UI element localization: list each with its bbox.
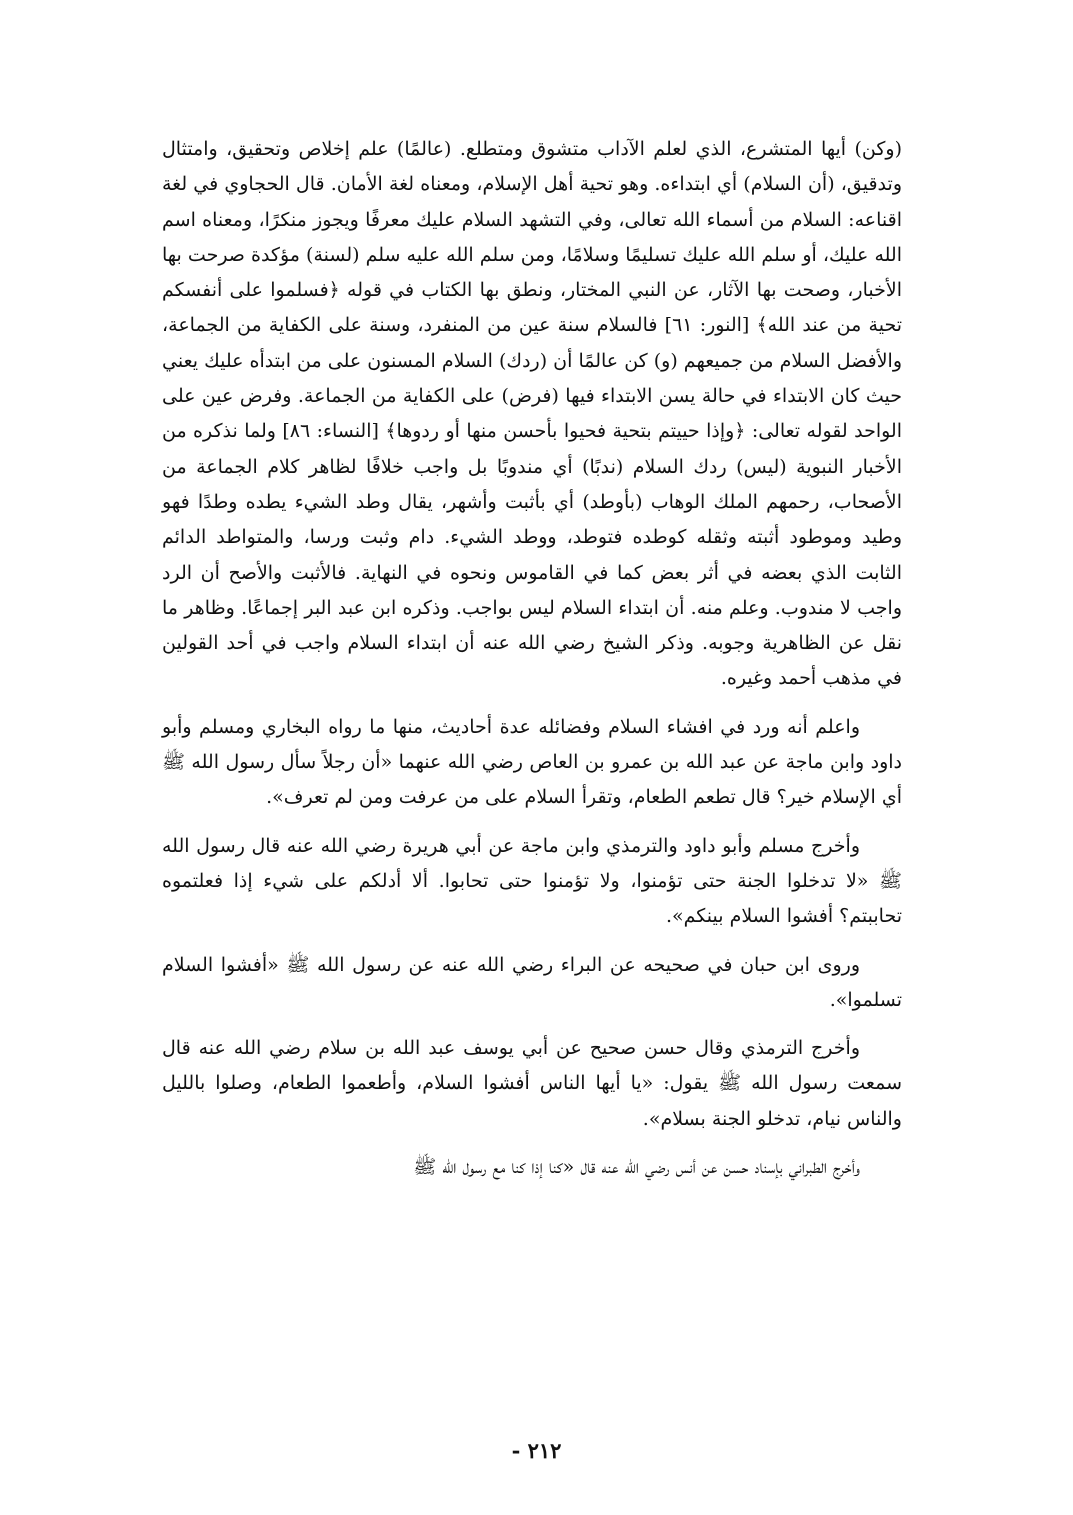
paragraph-gap bbox=[162, 1137, 902, 1150]
paragraph-gap bbox=[162, 697, 902, 710]
page-number-value: ٢١٢ bbox=[527, 1438, 562, 1463]
paragraph-6: وأخرج الطبراني بإسناد حسن عن أنس رضي الله عنه قال «كنا إذا كنا مع رسول الله ﷺ bbox=[413, 1156, 860, 1179]
paragraph-3: وأخرج مسلم وأبو داود والترمذي وابن ماجة عن أبي هريرة رضي الله عنه قال رسول الله ﷺ «لا تدخلوا الجنة حتى تؤمنوا، ولا تؤمنوا حتى تحابوا. ألا أدلكم على شيء إذا فعلتموه تحاببتم؟ أفشوا السلام بينكم». bbox=[162, 834, 902, 928]
paragraph-gap bbox=[162, 816, 902, 829]
paragraph-gap bbox=[162, 1018, 902, 1031]
paragraph-4: وروى ابن حبان في صحيحه عن البراء رضي الله عنه عن رسول الله ﷺ «أفشوا السلام تسلموا». bbox=[162, 953, 902, 1011]
page-body bbox=[162, 132, 902, 1185]
paragraph-gap bbox=[162, 935, 902, 948]
paragraph-2: واعلم أنه ورد في افشاء السلام وفضائله عدة أحاديث، منها ما رواه البخاري ومسلم وأبو داود وابن ماجة عن عبد الله بن عمرو بن العاص رضي الله عنهما «أن رجلاً سأل رسول الله ﷺ أي الإسلام خير؟ قال تطعم الطعام، وتقرأ السلام على من عرفت ومن لم تعرف». bbox=[162, 715, 902, 809]
page-number bbox=[0, 1438, 1073, 1463]
paragraph-5: وأخرج الترمذي وقال حسن صحيح عن أبي يوسف عبد الله بن سلام رضي الله عنه قال سمعت رسول الله ﷺ يقول: «يا أيها الناس أفشوا السلام، وأطعموا الطعام، وصلوا بالليل والناس نيام، تدخلو الجنة بسلام». bbox=[162, 1037, 902, 1130]
paragraph-1: (وكن) أيها المتشرع، الذي لعلم الآداب متشوق ومتطلع. (عالمًا) علم إخلاص وتحقيق، وامتثال وتدقيق، (أن السلام) أي ابتداءه. وهو تحية أهل الإسلام، ومعناه لغة الأمان. قال الحجاوي في لغة اقناعه: السلام من أسماء الله تعالى، وفي التشهد السلام عليك معرفًا ويجوز منكرًا، ومعناه اسم الله عليك، أو سلم الله عليك تسليمًا وسلامًا، ومن سلم الله عليه سلم (لسنة) مؤكدة صرحت بها الأخبار، وصحت بها الآثار، عن النبي المختار، ونطق بها الكتاب في قوله ﴿فسلموا على أنفسكم تحية من عند الله﴾ [النور: ٦١] فالسلام سنة عين من المنفرد، وسنة على الكفاية من الجماعة، والأفضل السلام من جميعهم (و) كن عالمًا أن (ردك) السلام المسنون على من ابتدأه عليك يعني حيث كان الابتداء في حالة يسن الابتداء فيها (فرض) على الكفاية من الجماعة. وفرض عين على الواحد لقوله تعالى: ﴿وإذا حييتم بتحية فحيوا بأحسن منها أو ردوها﴾ [النساء: ٨٦] ولما نذكره من الأخبار النبوية (ليس) ردك السلام (ندبًا) أي مندوبًا بل واجب خلافًا لظاهر كلام الجماعة من الأصحاب، رحمهم الملك الوهاب (بأوطد) أي بأثبت وأشهر، يقال وطد الشيء يطده وطدًا فهو وطيد وموطود أثبته وثقله كوطده فتوطد، ووطد الشيء. دام وثبت ورسا، والمتواطد الدائم الثابت الذي بعضه في أثر بعض كما في القاموس ونحوه في النهاية. فالأثبت والأصح أن الرد واجب لا مندوب. وعلم منه. أن ابتداء السلام ليس بواجب. وذكره ابن عبد البر إجماعًا. وظاهر ما نقل عن الظاهرية وجوبه. وذكر الشيخ رضي الله عنه أن ابتداء السلام واجب في أحد القولين في مذهب أحمد وغيره. bbox=[162, 138, 903, 690]
page-number-dash: - bbox=[511, 1438, 521, 1463]
